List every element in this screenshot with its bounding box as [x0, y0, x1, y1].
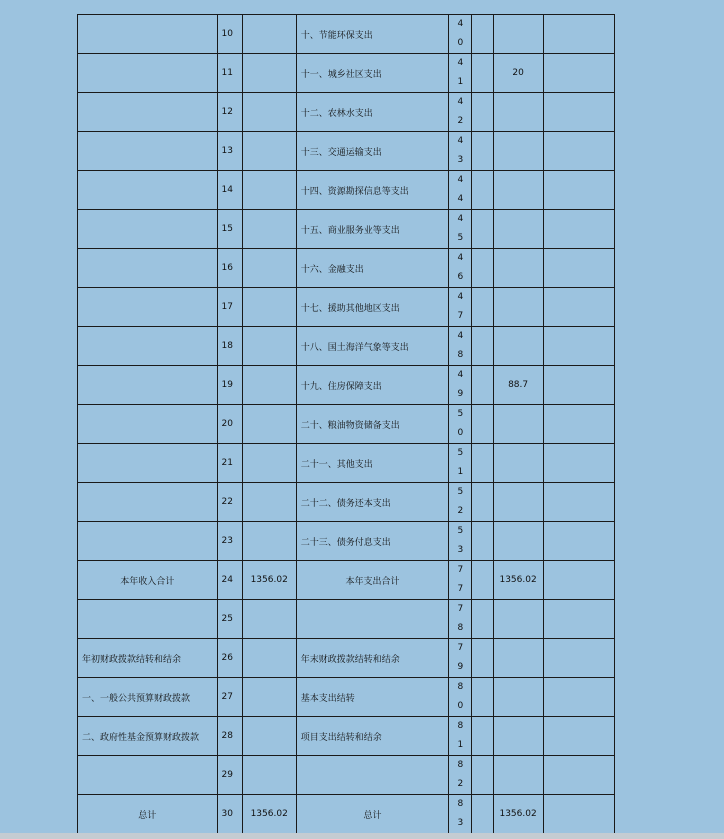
expense-code-digit: 4: [457, 194, 464, 204]
expense-code-cell: [449, 249, 472, 288]
expense-code-digit: 7: [457, 311, 464, 321]
income-row-number-cell: 17: [217, 288, 242, 327]
income-row-number-cell: 15: [217, 210, 242, 249]
table-row: [78, 600, 615, 639]
expense-amount-cell: [493, 15, 543, 54]
income-item-cell: [78, 171, 218, 210]
income-row-number-cell: 20: [217, 405, 242, 444]
income-item-cell: [78, 210, 218, 249]
income-amount-cell: [242, 171, 296, 210]
page-bottom-edge: [0, 833, 724, 839]
expense-code-cell: [449, 600, 472, 639]
blank-cell: [472, 756, 493, 795]
expense-item-cell: [296, 756, 449, 795]
blank-cell: [543, 93, 614, 132]
expense-item-cell: 十三、交通运输支出: [296, 132, 449, 171]
expense-code-digit: 0: [457, 428, 464, 438]
expense-code-digit: 5: [457, 233, 464, 243]
table-row: [78, 795, 615, 834]
expense-amount-cell: [493, 444, 543, 483]
expense-code-cell: [449, 132, 472, 171]
income-row-number-cell: 24: [217, 561, 242, 600]
table-row: [78, 444, 615, 483]
expense-amount-cell: 20: [493, 54, 543, 93]
expense-code-cell: [449, 717, 472, 756]
blank-cell: [472, 210, 493, 249]
expense-code-digit: 8: [457, 760, 464, 770]
income-row-number-cell: 23: [217, 522, 242, 561]
expense-code-digit: 1: [457, 467, 464, 477]
expense-code-digit: 1: [457, 77, 464, 87]
table-row: [78, 210, 615, 249]
blank-cell: [472, 717, 493, 756]
blank-cell: [472, 600, 493, 639]
blank-cell: [472, 93, 493, 132]
expense-item-cell: 本年支出合计: [296, 561, 449, 600]
expense-code-digit: 5: [457, 526, 464, 536]
expense-code-digit: 7: [457, 565, 464, 575]
expense-code-digit: 8: [457, 350, 464, 360]
blank-cell: [472, 678, 493, 717]
income-item-cell: [78, 444, 218, 483]
table-row: [78, 756, 615, 795]
expense-code-digit: 4: [457, 370, 464, 380]
expense-code-cell: [449, 639, 472, 678]
expense-code-cell: [449, 756, 472, 795]
expense-code-digit: 5: [457, 409, 464, 419]
budget-table: [77, 14, 615, 834]
income-item-cell: [78, 54, 218, 93]
income-amount-cell: 1356.02: [242, 795, 296, 834]
expense-code-cell: [449, 327, 472, 366]
blank-cell: [543, 288, 614, 327]
expense-item-cell: 十四、资源勘探信息等支出: [296, 171, 449, 210]
table-row: [78, 288, 615, 327]
income-row-number-cell: 19: [217, 366, 242, 405]
expense-code-cell: [449, 54, 472, 93]
expense-code-digit: 9: [457, 389, 464, 399]
expense-code-digit: 0: [457, 701, 464, 711]
blank-cell: [472, 15, 493, 54]
expense-code-cell: [449, 171, 472, 210]
expense-code-digit: 8: [457, 623, 464, 633]
expense-item-cell: 二十三、债务付息支出: [296, 522, 449, 561]
expense-code-cell: [449, 444, 472, 483]
expense-code-digit: 5: [457, 448, 464, 458]
budget-table-body: [78, 15, 615, 834]
income-amount-cell: [242, 756, 296, 795]
expense-code-digit: 4: [457, 331, 464, 341]
expense-amount-cell: [493, 522, 543, 561]
income-row-number-cell: 18: [217, 327, 242, 366]
expense-code-digit: 2: [457, 116, 464, 126]
expense-code-digit: 4: [457, 214, 464, 224]
expense-amount-cell: 1356.02: [493, 561, 543, 600]
income-row-number-cell: 21: [217, 444, 242, 483]
income-item-cell: [78, 15, 218, 54]
expense-item-cell: 总计: [296, 795, 449, 834]
income-item-cell: [78, 483, 218, 522]
blank-cell: [543, 132, 614, 171]
expense-item-cell: 年末财政拨款结转和结余: [296, 639, 449, 678]
expense-amount-cell: [493, 93, 543, 132]
table-row: [78, 54, 615, 93]
expense-item-cell: 基本支出结转: [296, 678, 449, 717]
income-row-number-cell: 29: [217, 756, 242, 795]
income-item-cell: [78, 522, 218, 561]
expense-item-cell: 十七、援助其他地区支出: [296, 288, 449, 327]
table-row: [78, 483, 615, 522]
blank-cell: [472, 795, 493, 834]
expense-code-digit: 8: [457, 799, 464, 809]
blank-cell: [472, 132, 493, 171]
expense-amount-cell: 88.7: [493, 366, 543, 405]
expense-amount-cell: [493, 327, 543, 366]
blank-cell: [543, 327, 614, 366]
income-row-number-cell: 25: [217, 600, 242, 639]
expense-amount-cell: [493, 210, 543, 249]
table-row: [78, 522, 615, 561]
expense-amount-cell: [493, 171, 543, 210]
blank-cell: [543, 678, 614, 717]
income-row-number-cell: 10: [217, 15, 242, 54]
table-row: [78, 132, 615, 171]
income-amount-cell: [242, 288, 296, 327]
expense-code-digit: 7: [457, 643, 464, 653]
income-row-number-cell: 26: [217, 639, 242, 678]
expense-item-cell: 二十、粮油物资储备支出: [296, 405, 449, 444]
income-amount-cell: [242, 678, 296, 717]
expense-amount-cell: [493, 132, 543, 171]
blank-cell: [472, 483, 493, 522]
blank-cell: [543, 561, 614, 600]
expense-code-cell: [449, 483, 472, 522]
blank-cell: [472, 522, 493, 561]
blank-cell: [543, 600, 614, 639]
table-row: [78, 15, 615, 54]
expense-item-cell: 十九、住房保障支出: [296, 366, 449, 405]
blank-cell: [543, 756, 614, 795]
income-item-cell: [78, 756, 218, 795]
expense-amount-cell: [493, 405, 543, 444]
expense-code-digit: 4: [457, 292, 464, 302]
expense-item-cell: 十二、农林水支出: [296, 93, 449, 132]
expense-amount-cell: [493, 249, 543, 288]
table-row: [78, 678, 615, 717]
expense-code-digit: 5: [457, 487, 464, 497]
blank-cell: [472, 561, 493, 600]
blank-cell: [472, 288, 493, 327]
income-amount-cell: 1356.02: [242, 561, 296, 600]
table-row: [78, 249, 615, 288]
expense-code-digit: 9: [457, 662, 464, 672]
blank-cell: [472, 366, 493, 405]
expense-code-digit: 0: [457, 38, 464, 48]
budget-sheet: [77, 14, 615, 834]
blank-cell: [543, 171, 614, 210]
blank-cell: [543, 522, 614, 561]
blank-cell: [472, 444, 493, 483]
expense-code-cell: [449, 210, 472, 249]
expense-amount-cell: [493, 483, 543, 522]
blank-cell: [543, 405, 614, 444]
blank-cell: [543, 717, 614, 756]
income-amount-cell: [242, 522, 296, 561]
income-amount-cell: [242, 210, 296, 249]
expense-code-digit: 7: [457, 584, 464, 594]
expense-code-cell: [449, 405, 472, 444]
expense-code-cell: [449, 15, 472, 54]
table-row: [78, 327, 615, 366]
blank-cell: [472, 327, 493, 366]
expense-amount-cell: [493, 717, 543, 756]
income-row-number-cell: 16: [217, 249, 242, 288]
expense-amount-cell: [493, 678, 543, 717]
income-row-number-cell: 28: [217, 717, 242, 756]
income-row-number-cell: 30: [217, 795, 242, 834]
expense-code-cell: [449, 366, 472, 405]
blank-cell: [472, 405, 493, 444]
income-item-cell: 二、政府性基金预算财政拨款: [78, 717, 218, 756]
expense-code-digit: 3: [457, 545, 464, 555]
income-row-number-cell: 12: [217, 93, 242, 132]
income-item-cell: [78, 600, 218, 639]
expense-item-cell: 项目支出结转和结余: [296, 717, 449, 756]
expense-item-cell: 二十二、债务还本支出: [296, 483, 449, 522]
income-item-cell: 总计: [78, 795, 218, 834]
blank-cell: [543, 366, 614, 405]
expense-code-digit: 4: [457, 97, 464, 107]
income-item-cell: 年初财政拨款结转和结余: [78, 639, 218, 678]
expense-code-digit: 8: [457, 721, 464, 731]
income-amount-cell: [242, 93, 296, 132]
income-row-number-cell: 13: [217, 132, 242, 171]
income-item-cell: [78, 93, 218, 132]
expense-code-digit: 4: [457, 136, 464, 146]
blank-cell: [472, 171, 493, 210]
income-amount-cell: [242, 444, 296, 483]
expense-code-digit: 1: [457, 740, 464, 750]
expense-item-cell: 十、节能环保支出: [296, 15, 449, 54]
blank-cell: [543, 210, 614, 249]
expense-code-digit: 4: [457, 175, 464, 185]
blank-cell: [472, 639, 493, 678]
income-item-cell: [78, 405, 218, 444]
income-row-number-cell: 27: [217, 678, 242, 717]
income-row-number-cell: 14: [217, 171, 242, 210]
table-row: [78, 639, 615, 678]
expense-item-cell: [296, 600, 449, 639]
blank-cell: [543, 54, 614, 93]
expense-code-digit: 3: [457, 155, 464, 165]
expense-amount-cell: [493, 600, 543, 639]
table-row: [78, 717, 615, 756]
blank-cell: [543, 15, 614, 54]
expense-code-digit: 4: [457, 19, 464, 29]
expense-code-cell: [449, 93, 472, 132]
income-amount-cell: [242, 483, 296, 522]
table-row: [78, 405, 615, 444]
expense-item-cell: 十一、城乡社区支出: [296, 54, 449, 93]
expense-code-digit: 4: [457, 253, 464, 263]
expense-code-cell: [449, 288, 472, 327]
income-amount-cell: [242, 132, 296, 171]
expense-code-digit: 6: [457, 272, 464, 282]
income-row-number-cell: 11: [217, 54, 242, 93]
income-amount-cell: [242, 249, 296, 288]
income-amount-cell: [242, 600, 296, 639]
income-item-cell: [78, 288, 218, 327]
expense-amount-cell: [493, 756, 543, 795]
expense-code-digit: 2: [457, 506, 464, 516]
income-amount-cell: [242, 639, 296, 678]
blank-cell: [543, 639, 614, 678]
expense-code-cell: [449, 678, 472, 717]
income-amount-cell: [242, 366, 296, 405]
table-row: [78, 171, 615, 210]
table-row: [78, 366, 615, 405]
expense-item-cell: 十六、金融支出: [296, 249, 449, 288]
expense-code-digit: 2: [457, 779, 464, 789]
expense-code-digit: 8: [457, 682, 464, 692]
expense-item-cell: 二十一、其他支出: [296, 444, 449, 483]
income-item-cell: [78, 132, 218, 171]
expense-item-cell: 十八、国土海洋气象等支出: [296, 327, 449, 366]
expense-amount-cell: 1356.02: [493, 795, 543, 834]
expense-item-cell: 十五、商业服务业等支出: [296, 210, 449, 249]
expense-code-cell: [449, 561, 472, 600]
blank-cell: [472, 249, 493, 288]
blank-cell: [543, 249, 614, 288]
income-row-number-cell: 22: [217, 483, 242, 522]
income-item-cell: [78, 249, 218, 288]
expense-code-digit: 4: [457, 58, 464, 68]
table-row: [78, 561, 615, 600]
income-amount-cell: [242, 327, 296, 366]
income-item-cell: 一、一般公共预算财政拨款: [78, 678, 218, 717]
income-amount-cell: [242, 405, 296, 444]
income-item-cell: [78, 366, 218, 405]
blank-cell: [472, 54, 493, 93]
income-item-cell: [78, 327, 218, 366]
expense-code-cell: [449, 795, 472, 834]
expense-code-digit: 3: [457, 818, 464, 828]
expense-amount-cell: [493, 639, 543, 678]
income-amount-cell: [242, 717, 296, 756]
blank-cell: [543, 483, 614, 522]
expense-code-digit: 7: [457, 604, 464, 614]
table-row: [78, 93, 615, 132]
expense-code-cell: [449, 522, 472, 561]
blank-cell: [543, 444, 614, 483]
income-item-cell: 本年收入合计: [78, 561, 218, 600]
income-amount-cell: [242, 15, 296, 54]
blank-cell: [543, 795, 614, 834]
income-amount-cell: [242, 54, 296, 93]
expense-amount-cell: [493, 288, 543, 327]
